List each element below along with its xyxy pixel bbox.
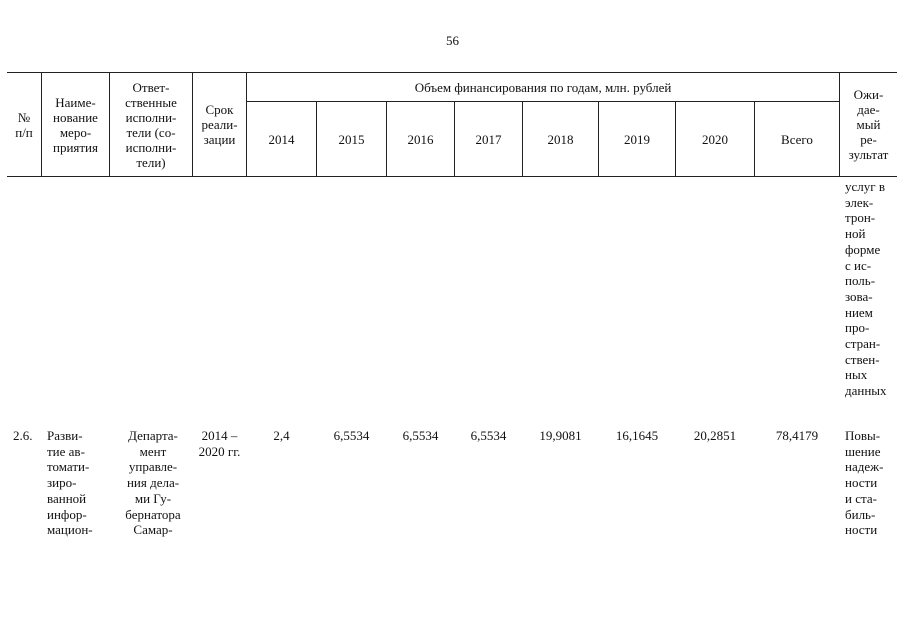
- header-year-2015: 2015: [338, 131, 365, 147]
- header-year-2020: 2020: [702, 131, 728, 147]
- header-term: Срок реали- зации: [201, 102, 238, 147]
- header-year-2014: 2014: [268, 131, 295, 147]
- row-value-2017: 6,5534: [470, 428, 507, 443]
- row-value-2019: 16,1645: [615, 428, 659, 443]
- row-expected-result: Повы- шение надеж- ности и ста- биль- ности: [845, 428, 884, 538]
- row-term: 2014 – 2020 гг.: [198, 428, 241, 459]
- header-total: Всего: [781, 131, 813, 147]
- header-expected-result: Ожи- дае- мый ре- зультат: [848, 87, 889, 162]
- header-year-2018: 2018: [547, 131, 574, 147]
- header-year-2019: 2019: [624, 131, 650, 147]
- continued-result-text: услуг в элек- трон- ной форме с ис- поль- зова- нием про- стран- ствен- ных данных: [845, 179, 887, 399]
- header-responsible: Ответ- ственные исполни- тели (со- исполни- тели): [125, 79, 177, 170]
- page-number: 56: [446, 33, 459, 48]
- header-year-2017: 2017: [475, 131, 502, 147]
- row-measure-name: Разви- тие ав- томати- зиро- ванной инфор- мацион-: [47, 428, 93, 538]
- row-value-total: 78,4179: [775, 428, 819, 443]
- row-value-2015: 6,5534: [333, 428, 370, 443]
- row-value-2016: 6,5534: [402, 428, 439, 443]
- header-number: № п/п: [15, 110, 33, 140]
- header-measure-name: Наиме- нование меро- приятия: [52, 94, 98, 155]
- row-responsible: Департа- мент управле- ния дела- ми Гу- бернатора Самар-: [125, 428, 181, 538]
- row-number: 2.6.: [13, 428, 33, 443]
- row-value-2018: 19,9081: [539, 428, 582, 443]
- row-value-2020: 20,2851: [693, 428, 737, 443]
- header-year-2016: 2016: [407, 131, 434, 147]
- row-value-2014: 2,4: [273, 428, 290, 443]
- header-funding: Объем финансирования по годам, млн. рублей: [414, 79, 672, 95]
